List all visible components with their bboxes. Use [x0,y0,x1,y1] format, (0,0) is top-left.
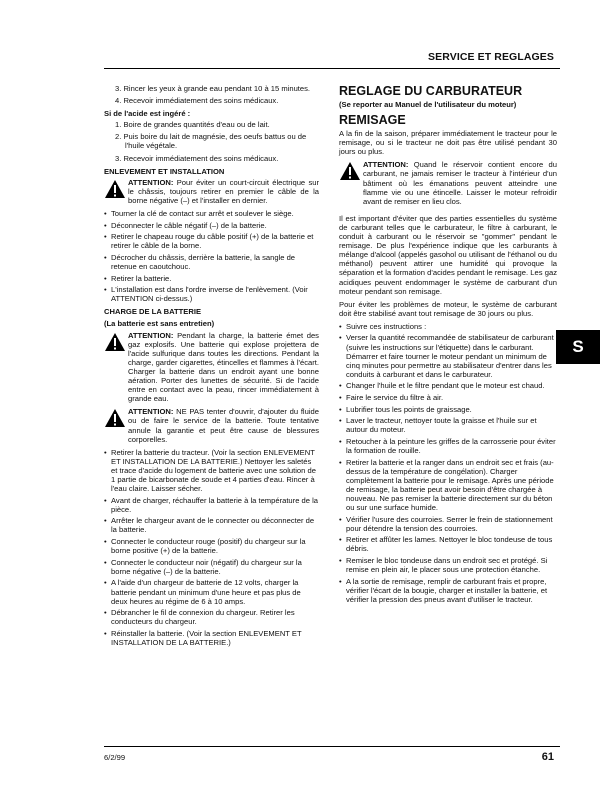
page-header-title: SERVICE ET REGLAGES [428,51,554,63]
left-column [104,84,319,650]
charge-subheading: (La batterie est sans entretien) [104,319,215,329]
list-item: 3. Rincer les yeux à grande eau pendant 10 à 15 minutes. [115,84,311,93]
warning-block [104,407,319,443]
carburetor-heading: REGLAGE DU CARBURATEUR [339,84,523,98]
header-rule [104,68,560,69]
list-item: • A l'aide d'un chargeur de batterie de 12 volts, charger la batterie pendant un minimum d'une heure et pas plus de deux heures au régime de 6 à 10 amps. [104,578,319,605]
list-item: • Connecter le conducteur noir (négatif) du chargeur sur la borne négative (–) de la batterie. [104,558,319,576]
warning-text: Pendant la charge, la batterie émet des gaz explosifs. Une batterie qui explose projettera de l'acide sulfurique dans toutes les directions. Pendant la charge, garder cigarettes, étincelles et flammes à l'écart. Charger la batterie dans un endroit ayant une bonne aération. Porter des lunettes de sécurité. Si de l'acide entre en contact avec la peau, rincer immédiatement à grande eau. [128,330,319,404]
list-item: • Déconnecter le câble négatif (–) de la batterie. [104,221,319,230]
list-item: 3. Recevoir immédiatement des soins médicaux. [115,153,279,163]
warning-block [104,331,319,404]
list-item: • Avant de charger, réchauffer la batterie à la température de la pièce. [104,496,319,514]
storage-paragraph: Il est important d'éviter que des parties essentielles du système de carburant telles que le carburateur, le filtre à carburant, le conduit à carburant ou le réservoir se "gommer" pendant le remisage. De plus l'expérience indique que les carburants à mélange d'alcool (appelés gasohol ou utilisant de l'éthanol ou du méthanol) peuvent attirer une humidité qui provoque la séparation et la formation d'acides pendant le remisage. Les gaz acidiques peuvent endommager le système de carburant d'un moteur pendant son remisage. [339,213,557,296]
charge-heading: CHARGE DE LA BATTERIE [104,307,202,317]
warning-triangle-icon [104,408,126,428]
list-item: • Réinstaller la batterie. (Voir la section ENLEVEMENT ET INSTALLATION DE LA BATTERIE.) [104,629,319,647]
warning-text: NE PAS tenter d'ouvrir, d'ajouter du fluide ou de faire le service de la batterie. Toute tentative annule la garantie et peut être cause de blessures corporelles. [128,407,319,444]
page-number: 61 [541,751,554,763]
warning-label: ATTENTION: [128,177,174,187]
list-item: • Changer l'huile et le filtre pendant que le moteur est chaud. [339,381,557,390]
list-item: • Lubrifier tous les points de graissage. [339,405,557,414]
warning-triangle-icon [104,179,126,199]
ingested-heading: Si de l'acide est ingéré : [104,109,191,119]
list-item: • Retirer la batterie du tracteur. (Voir la section ENLEVEMENT ET INSTALLATION DE LA BATTERIE.) Nettoyer les saletés et trace d'acide du logement de batterie avec une solution de 1 partie de bicarbonate de soude et 4 parties d'eau. Rincer à l'eau claire. Laisser sécher. [104,448,319,493]
list-item: • Remiser le bloc tondeuse dans un endroit sec et protégé. Si remise en plein air, le placer sous une protection étanche. [339,556,557,574]
list-item: • Débrancher le fil de connexion du chargeur. Retirer les conducteurs du chargeur. [104,608,319,626]
storage-intro: A la fin de la saison, préparer immédiatement le tracteur pour le remisage, ou si le tracteur ne doit pas être utilisé pendant 30 jours ou plus. [339,129,557,157]
list-item: • Laver le tracteur, nettoyer toute la graisse et l'huile sur et autour du moteur. [339,416,557,434]
warning-triangle-icon [104,332,126,352]
list-item: • Retirer la batterie et la ranger dans un endroit sec et frais (au-dessus de la température de congélation). Charger complètement la batterie pour le remisage. Après une période de remisage, la batterie peut avoir besoin d'être chargée à nouveau. Ne pas remiser la batterie directement sur du béton ou sur une surface humide. [339,458,557,513]
list-item: • Arrêter le chargeur avant de le connecter ou déconnecter de la batterie. [104,516,319,534]
list-item: 4. Recevoir immédiatement des soins médicaux. [115,96,279,106]
list-item: • Connecter le conducteur rouge (positif) du chargeur sur la borne positive (+) de la batterie. [104,537,319,555]
list-item: • Suivre ces instructions : [339,322,557,331]
list-item: • A la sortie de remisage, remplir de carburant frais et propre, vérifier l'écart de la bougie, charger et installer la batterie, et vérifier la pression des pneus avant d'utiliser le tracteur. [339,577,557,604]
list-item: • Retirer la batterie. [104,274,319,283]
list-item: • Retirer le chapeau rouge du câble positif (+) de la batterie et retirer le câble de la borne. [104,232,319,250]
warning-block [339,160,557,205]
warning-triangle-icon [339,161,361,181]
list-item: • Décrocher du châssis, derrière la batterie, la sangle de retenue en caoutchouc. [104,253,319,271]
footer-rule [104,746,560,747]
warning-text: Pour éviter un court-circuit électrique sur le châssis, toujours retirer en premier le câble de la borne négative (–) et l'installer en dernier. [128,177,319,205]
section-tab: S [556,330,600,364]
list-item: • Vérifier l'usure des courroies. Serrer le frein de stationnement pour détendre la tension des courroies. [339,515,557,533]
warning-label: ATTENTION: [128,407,174,417]
carburetor-subheading: (Se reporter au Manuel de l'utilisateur du moteur) [339,100,517,109]
list-item: • Tourner la clé de contact sur arrêt et soulever le siège. [104,209,319,218]
list-item: • Faire le service du filtre à air. [339,393,557,402]
warning-text: Quand le réservoir contient encore du carburant, ne jamais remiser le tracteur à l'intérieur d'un bâtiment où les émanations peuvent atteindre une flamme vie ou une étincelle. Laisser le moteur refroidir avant de remiser en lieu clos. [363,160,557,206]
list-item: • Retirer et affûter les lames. Nettoyer le bloc tondeuse de tous débris. [339,535,557,553]
storage-heading: REMISAGE [339,113,406,128]
warning-block [104,178,319,205]
list-item: 1. Boire de grandes quantités d'eau ou de lait. [115,120,270,130]
list-item: • Verser la quantité recommandée de stabilisateur de carburant (suivre les instructions sur l'étiquette) dans le carburant. Démarrer et faire tourner le moteur pendant un minimum de cinq minutes pour permettre au stabilisateur d'entrer dans les conduits à carburant et dans le carburateur. [339,333,557,378]
list-item: • L'installation est dans l'ordre inverse de l'enlèvement. (Voir ATTENTION ci-dessus.) [104,285,319,303]
footer-date: 6/2/99 [104,753,126,762]
warning-label: ATTENTION: [128,330,174,340]
removal-heading: ENLEVEMENT ET INSTALLATION [104,166,225,176]
storage-paragraph: Pour éviter les problèmes de moteur, le système de carburant doit être stabilisé avant tout remisage de 30 jours ou plus. [339,299,557,318]
list-item: • Retoucher à la peinture les griffes de la carrosserie pour éviter la formation de rouille. [339,437,557,455]
warning-label: ATTENTION: [363,160,409,170]
right-column [339,84,557,607]
list-item: 2. Puis boire du lait de magnésie, des oeufs battus ou de l'huile végétale. [115,132,307,151]
